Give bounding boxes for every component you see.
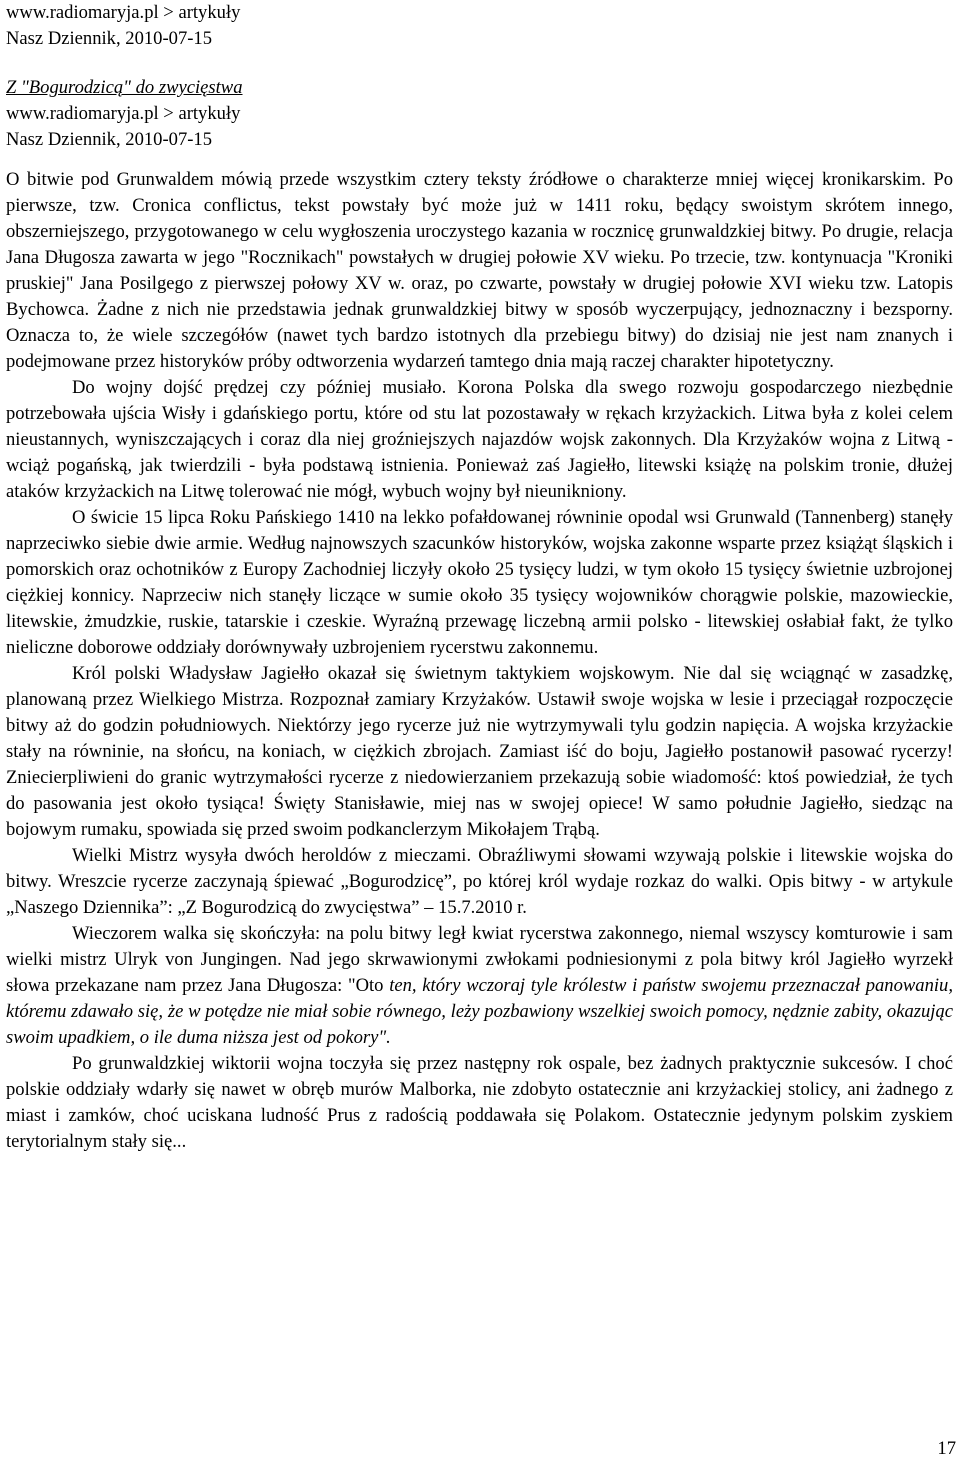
article-body: [6, 167, 953, 1155]
publication-date-line-repeat: Nasz Dziennik, 2010-07-15: [6, 129, 213, 150]
publication-date-line: Nasz Dziennik, 2010-07-15: [6, 28, 213, 49]
paragraph-battle-end: [6, 921, 953, 1051]
paragraph-armies: O świcie 15 lipca Roku Pańskiego 1410 na lekko pofałdowanej równinie opodal wsi Grunwald (Tannenberg) stanęły naprzeciwko siebie dwie armie. Według najnowszych szacunków historyków, wojska zakonne wsparte przez książąt śląskich i pomorskich oraz ochotników z Europy Zachodniej liczyły około 25 tysięcy ludzi, w tym około 15 tysięcy świetnie uzbrojonej ciężkiej konnicy. Naprzeciw nich stanęły liczące w sumie około 35 tysięcy wojowników chorągwie polskie, mazowieckie, litewskie, żmudzkie, ruskie, tatarskie i czeskie. Wyraźną przewagę liczebną armii polsko - litewskiej osłabiał fakt, że tylko nieliczne doborowe oddziały dorównywały uzbrojeniem rycerstwu zakonnemu.: [6, 507, 953, 658]
paragraph-sources: O bitwie pod Grunwaldem mówią przede wszystkim cztery teksty źródłowe o charakterze mniej więcej kronikarskim. Po pierwsze, tzw. Cronica conflictus, tekst powstały być może już w 1411 roku, będący swoistym skrótem innego, obszerniejszego, przygotowanego w celu wygłoszenia uroczystego kazania w rocznicę grunwaldzkiej bitwy. Po drugie, relacja Jana Długosza zawarta w jego "Rocznikach" powstałych w drugiej połowie XV wieku. Po trzecie, tzw. kontynuacja "Kroniki pruskiej" Jana Posilgego z pierwszej połowy XV w. oraz, po czwarte, powstały w drugiej połowie XVI wieku tzw. Latopis Bychowca. Żadne z nich nie przedstawia jednak grunwaldzkiej bitwy w sposób wyczerpujący, jednoznaczny i bezsporny. Oznacza to, że wiele szczegółów (nawet tych bardzo istotnych dla przebiegu bitwy) do dzisiaj nie jest nam znanych i podejmowane przez historyków próby odtworzenia wydarzeń tamtego dnia mają raczej charakter hipotetyczny.: [6, 169, 953, 372]
paragraph-jagiello-tactics: Król polski Władysław Jagiełło okazał się świetnym taktykiem wojskowym. Nie dal się wciągnąć w zasadzkę, planowaną przez Wielkiego Mistrza. Rozpoznał zamiary Krzyżaków. Ustawił swoje wojska w lesie i przeciągał rozpoczęcie bitwy aż do godzin południowych. Niektórzy jego rycerze już nie wytrzymywali tylu godzin napięcia. A wojska krzyżackie stały na równinie, na słońcu, na koniach, w ciężkich zbrojach. Zamiast iść do boju, Jagiełło postanowił pasować rycerzy! Zniecierpliwieni do granic wytrzymałości rycerze z niedowierzaniem przekazują sobie wiadomość: ktoś powiedział, że tych do pasowania jest około tysiąca! Święty Stanisławie, miej nas w swojej opiece! W samo południe Jagiełło, siedząc na bojowym rumaku, spowiada się przed swoim podkanclerzym Mikołajem Trąbą.: [6, 663, 953, 840]
document-header: [6, 0, 953, 153]
page-number: 17: [937, 1438, 956, 1459]
paragraph-heralds: Wielki Mistrz wysyła dwóch heroldów z mieczami. Obraźliwymi słowami wzywają polskie i litewskie wojska do bitwy. Wreszcie rycerze zaczynają śpiewać „Bogurodzicę”, po której król wydaje rozkaz do walki. Opis bitwy - w artykule „Naszego Dziennika”: „Z Bogurodzicą do zwycięstwa” – 15.7.2010 r.: [6, 845, 953, 918]
article-title-link[interactable]: Z "Bogurodzicą" do zwycięstwa: [6, 77, 243, 98]
dlugosz-quote: ten, który wczoraj tyle królestw i państw swojemu przeznaczał panowaniu, któremu zdawało się, że w potędze nie miał sobie równego, leży pozbawiony wszelkiej swoich pomocy, nędznie zabity, okazując swoim upadkiem, o ile duma niższa jest od pokory".: [6, 975, 953, 1048]
paragraph-aftermath: Po grunwaldzkiej wiktorii wojna toczyła się przez następny rok ospale, bez żadnych praktycznie sukcesów. I choć polskie oddziały wdarły się nawet w obręb murów Malborka, nie zdobyto ostatecznie ani krzyżackiej stolicy, ani żadnego z miast i zamków, choć uciskana ludność Prus z radością poddawała się Polakom. Ostatecznie jedynym polskim zyskiem terytorialnym stały się...: [6, 1053, 953, 1152]
source-line: www.radiomaryja.pl > artykuły: [6, 2, 241, 23]
paragraph-battle-end-text: Wieczorem walka się skończyła: na polu bitwy legł kwiat rycerstwa zakonnego, niemal wszyscy komturowie i sam wielki mistrz Ulryk von Jungingen. Nad jego skrwawionymi zwłokami podniesionymi z pola bitwy król Jagiełło wyrzekł słowa przekazane nam przez Jana Długosza: "Oto: [6, 923, 953, 996]
paragraph-war-causes: Do wojny dojść prędzej czy później musiało. Korona Polska dla swego rozwoju gospodarczego niezbędnie potrzebowała ujścia Wisły i gdańskiego portu, które od stu lat pozostawały w rękach krzyżackich. Litwa była z kolei celem nieustannych, wyniszczających i coraz dla niej groźniejszych najazdów wojsk zakonnych. Dla Krzyżaków wojna z Litwą - wciąż pogańską, jak twierdzili - była podstawą istnienia. Ponieważ zaś Jagiełło, litewski książę na polskim tronie, dłużej ataków krzyżackich na Litwę tolerować nie mógł, wybuch wojny był nieunikniony.: [6, 377, 953, 502]
source-line-repeat: www.radiomaryja.pl > artykuły: [6, 103, 241, 124]
